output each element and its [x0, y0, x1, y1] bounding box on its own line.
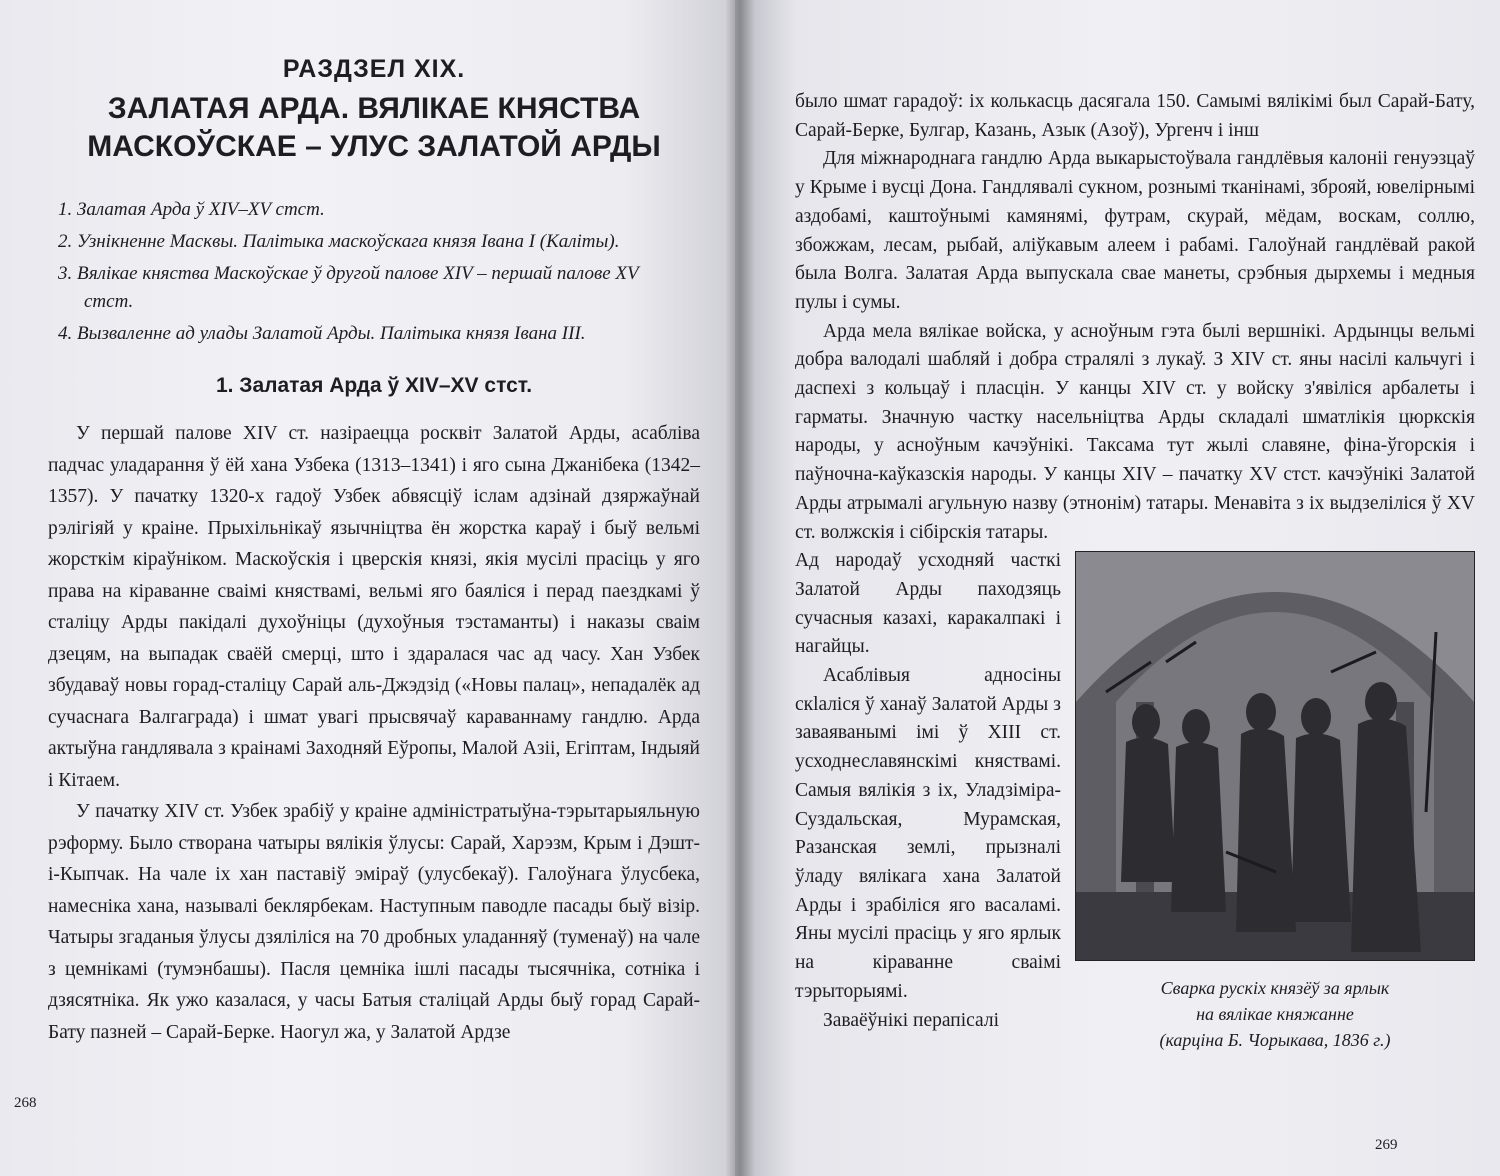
body-paragraph: Асаблівыя адносіны скlaліся ў ханаў Залатой Арды з заваяванымі імі ў XIII ст. усходнеславянскімі княствамі. Самыя вялікія з іх, Уладзіміра-Суздальская, Мурамская, Разанская землі, прызналі ўладу вялікага хана Залатой Арды і зрабіліся яго васаламі. Яны мусілі прасіць у яго ярлык на кіраванне сваімі тэрыторыямі.	[795, 665, 1061, 1002]
page-number: 269	[1375, 1137, 1398, 1153]
body-paragraph: Ад народаў усходняй часткі Залатой Арды паходзяць сучасныя казахі, каракалпакі і нагайцы.	[795, 550, 1061, 658]
contents-item: 4. Вызваленне ад улады Залатой Арды. Палітыка князя Івана III.	[58, 323, 586, 344]
chapter-title-line: ЗАЛАТАЯ АРДА. ВЯЛІКАЕ КНЯСТВА	[107, 92, 641, 125]
body-paragraph: было шмат гарадоў: іх колькасць дасягала 150. Самымі вялікімі был Сарай-Бату, Сарай-Берке, Булгар, Казань, Азык (Азоў), Ургенч і інш	[795, 91, 1475, 141]
left-page	[0, 0, 735, 1176]
body-paragraph: Для міжнароднага гандлю Арда выкарыстоўвала гандлёвыя калоніі генуэзцаў у Крыме і вусці Дона. Гандлявалі сукном, рознымі тканінамі, зброяй, ювелірнымі аздобамі, каштоўнымі камянямі, футрам, скурай, мёдам, воскам, соллю, збожжам, лесам, рыбай, аліўкавым алеем і рабамі. Галоўнай гандлёвай ракой была Волга. Залатая Арда выпускала свае манеты, срэбныя дырхемы і медныя пулы і сумы.	[795, 148, 1475, 313]
figure	[1075, 551, 1475, 1053]
body-paragraph: Арда мела вялікае войска, у асноўным гэта былі вершнікі. Ардынцы вельмі добра валодалі шабляй і добра стралялі з лукаў. З XIV ст. яны насілі кальчугі і даспехі з кольцаў і пласцін. У канцы XIV ст. у войску з'явіліся арбалеты і гарматы. Значную частку насельніцтва Арды складалі шматлікія цюркскія народы, у асноўным качэўнікі. Таксама тут жылі славяне, фіна-ўгорскія і паўночна-каўказскія народы. У канцы XIV – пачатку XV стст. качэўнікі Залатой Арды атрымалі агульную назву (этнонім) татары. Менавіта з іх выдзеліліся ў XV ст. волжскія і сібірскія татары.	[795, 320, 1475, 543]
page-number: 268	[14, 1095, 37, 1111]
body-paragraph: У пачатку XIV ст. Узбек зрабіў у краіне адміністратыўна-тэрытарыяльную рэформу. Было створана чатыры вялікія ўлусы: Сарай, Харэзм, Крым і Дэшт-і-Кыпчак. На чале іх хан паставіў эміраў (улусбекаў). Галоўнага ўлусбека, намесніка хана, называлі беклярбекам. Наступным паводле пасады быў візір. Чатыры згаданыя ўлусы дзяліліся на 70 дробных уладанняў (туменаў) на чале з цемнікамі (тумэнбашы). Пасля цемніка ішлі пасады тысячніка, сотніка і дзясятніка. Як ужо казалася, у часы Батыя сталіцай Арды быў горад Сарай-Бату пазней – Сарай-Берке. Наогул жа, у Залатой Ардзе	[48, 801, 700, 1043]
chapter-title-line: МАСКОЎСКАЕ – УЛУС ЗАЛАТОЙ АРДЫ	[87, 130, 661, 163]
body-paragraph: У першай палове XIV ст. назіраецца росквіт Залатой Арды, асабліва падчас уладарання ў ёй хана Узбека (1313–1341) і яго сына Джанібека (1342–1357). У пачатку 1320-х гадоў Узбек абвясціў іслам адзінай дзяржаўнай рэлігіяй у краіне. Прыхільнікаў язычніцтва ён жорстка караў і быў вельмі жорсткім кіраўніком. Маскоўскія і цверскія князі, якія мусілі прасіць у яго права на кіраванне сваімі княствамі, вельмі яго баяліся і перад паездкамі ў сталіцу Арды пакідалі духоўніцы (духоўныя тэстаманты) і наказы сваім дзецям, на выпадак сваёй смерці, што і здаралася час ад часу. Хан Узбек збудаваў новы горад-сталіцу Сарай аль-Джэдзід («Новы палац», непадалёк ад сучаснага Валгаграда) і шмат увагі прысвячаў караваннаму гандлю. Арда актыўна гандлявала з краінамі Заходняй Еўропы, Малой Азіі, Егіптам, Індыяй і Кітаем.	[48, 423, 700, 791]
contents-item: 2. Узнікненне Масквы. Палітыка маскоўскага князя Івана I (Каліты).	[58, 231, 620, 252]
section-subheading: 1. Залатая Арда ў XIV–XV стст.	[215, 374, 533, 397]
chapter-title	[48, 90, 700, 166]
contents-item: 1. Залатая Арда ў XIV–XV стст.	[58, 199, 325, 220]
right-page-body	[795, 88, 1475, 1051]
body-paragraph: Заваёўнікі перапісалі	[823, 1009, 1000, 1031]
section-label: РАЗДЗЕЛ XIX.	[282, 55, 466, 83]
book-gutter	[725, 0, 755, 1176]
figure-caption: Сварка рускіх князёў за ярлык на вялікае княжанне (карціна Б. Чорыкава, 1836 г.)	[1159, 978, 1391, 1051]
engraving-illustration	[1075, 551, 1475, 961]
right-page	[735, 0, 1500, 1176]
chapter-contents	[48, 196, 700, 348]
contents-item: 3. Вялікае княства Маскоўскае ў другой палове XIV – першай палове XV стст.	[58, 263, 639, 312]
